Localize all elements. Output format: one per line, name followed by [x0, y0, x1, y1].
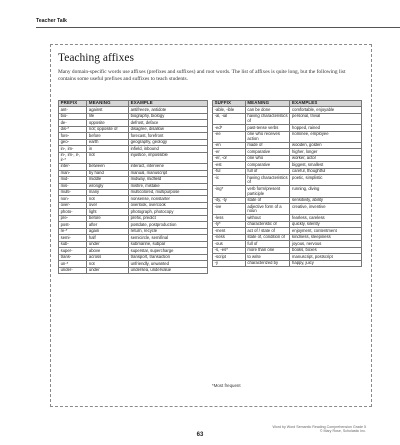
example-cell: undersea, undervalue	[129, 267, 208, 273]
examples-cell: kindness, sleepiness	[290, 234, 362, 240]
meaning-cell: many	[87, 190, 129, 196]
prefix-cell: in-, im-	[59, 146, 87, 152]
examples-cell: personal, trivial	[290, 113, 362, 124]
prefix-cell: mid-	[59, 177, 87, 183]
prefix-cell: sub-	[59, 241, 87, 247]
meaning-cell: after	[87, 222, 129, 228]
suffix-row	[213, 186, 362, 197]
meaning-cell: more than one	[245, 247, 290, 253]
suffix-cell: -ed*	[213, 125, 246, 131]
meaning-cell: earth	[87, 139, 129, 145]
example-cell: injustice, impossible	[129, 152, 208, 163]
prefix-cell: trans-	[59, 254, 87, 260]
meaning-cell: full of	[245, 241, 290, 247]
suffix-cell: -ive	[213, 204, 246, 215]
prefix-cell: non-	[59, 196, 87, 202]
suffix-cell: -s, -es*	[213, 247, 246, 253]
suffix-cell: -er, -or	[213, 155, 246, 161]
suffix-cell: -ity, -ty	[213, 197, 246, 203]
meaning-cell: between	[87, 164, 129, 170]
example-cell: overlook, overcook	[129, 202, 208, 208]
page-number: 63	[196, 432, 204, 438]
example-cell: antifreeze, antidote	[129, 107, 208, 113]
meaning-cell: opposite	[87, 120, 129, 126]
example-cell: postdate, postproduction	[129, 222, 208, 228]
meaning-cell: state of	[245, 197, 290, 203]
suffix-cell: -ly*	[213, 221, 246, 227]
suffix-row	[213, 204, 362, 215]
example-cell: geography, geology	[129, 139, 208, 145]
prefix-row	[59, 152, 208, 163]
prefix-table	[58, 100, 208, 274]
meaning-cell: can be done	[245, 107, 290, 113]
example-cell: infield, inbound	[129, 146, 208, 152]
meaning-cell: before	[87, 133, 129, 139]
meaning-cell: characterized by	[245, 260, 290, 266]
meaning-cell: by hand	[87, 170, 129, 176]
example-cell: interact, intervene	[129, 164, 208, 170]
meaning-cell: state of, condition of	[245, 234, 290, 240]
suffix-cell: -ness	[213, 234, 246, 240]
prefix-cell: semi-	[59, 235, 87, 241]
suffix-cell: -est	[213, 162, 246, 168]
examples-cell: fearless, careless	[290, 215, 362, 221]
prefix-column-header: PREFIX	[59, 101, 87, 107]
meaning-cell: in	[87, 146, 129, 152]
meaning-cell: full of	[245, 168, 290, 174]
suffix-cell: -ous	[213, 241, 246, 247]
meaning-cell: to write	[245, 254, 290, 260]
example-cell: manual, manuscript	[129, 170, 208, 176]
meaning-column-header: MEANING	[87, 101, 129, 107]
example-cell: semicircle, semifinal	[129, 235, 208, 241]
prefix-cell: over-	[59, 202, 87, 208]
intro-paragraph: Many domain-specific words use affixes (prefixes and suffixes) and root words. The list of affixes is quite long, but the following list contains some useful prefixes and suffixes to teach students.	[58, 69, 346, 83]
examples-cell: books, boxes	[290, 247, 362, 253]
meaning-cell: not	[87, 152, 129, 163]
meaning-cell: not; opposite of	[87, 126, 129, 132]
meaning-cell: characteristic of	[245, 221, 290, 227]
examples-cell: quickly, silently	[290, 221, 362, 227]
suffix-column-header: SUFFIX	[213, 101, 246, 107]
suffix-cell: -less	[213, 215, 246, 221]
examples-cell: running, diving	[290, 186, 362, 197]
prefix-cell: under-	[59, 267, 87, 273]
meaning-cell: light	[87, 209, 129, 215]
running-header: Teacher Talk	[36, 18, 67, 24]
prefix-row	[59, 267, 208, 273]
page-title: Teaching affixes	[58, 52, 134, 64]
meaning-cell: verb form/present participle	[245, 186, 290, 197]
examples-cell: biggest, smallest	[290, 162, 362, 168]
prefix-cell: geo-	[59, 139, 87, 145]
examples-cell: poetic, simplistic	[290, 175, 362, 186]
example-cell: return, recycle	[129, 228, 208, 234]
prefix-cell: re-*	[59, 228, 87, 234]
examples-cell: worker, actor	[290, 155, 362, 161]
example-cell: nonsense, nonstarter	[129, 196, 208, 202]
meaning-cell: against	[87, 107, 129, 113]
examples-cell: sensitivity, ability	[290, 197, 362, 203]
examples-cell: manuscript, postscript	[290, 254, 362, 260]
suffix-row	[213, 260, 362, 266]
suffix-cell: -ee	[213, 131, 246, 142]
example-cell: forecast, forefront	[129, 133, 208, 139]
example-cell: defrost, deface	[129, 120, 208, 126]
prefix-cell: inter-	[59, 164, 87, 170]
meaning-column-header: MEANING	[245, 101, 290, 107]
suffix-cell: -script	[213, 254, 246, 260]
meaning-cell: middle	[87, 177, 129, 183]
example-cell: photograph, photocopy	[129, 209, 208, 215]
example-cell: transport, transaction	[129, 254, 208, 260]
examples-cell: higher, longer	[290, 149, 362, 155]
examples-cell: comfortable, enjoyable	[290, 107, 362, 113]
meaning-cell: under	[87, 241, 129, 247]
example-cell: prefix, predict	[129, 215, 208, 221]
meaning-cell: not	[87, 261, 129, 267]
suffix-cell: -ing*	[213, 186, 246, 197]
meaning-cell: wrongly	[87, 183, 129, 189]
suffix-row	[213, 175, 362, 186]
prefix-cell: ant-	[59, 107, 87, 113]
prefix-cell: bio-	[59, 113, 87, 119]
meaning-cell: without	[245, 215, 290, 221]
credit-line: Word by Word Semantic Reading Comprehension Grade 5	[272, 425, 366, 429]
example-cell: midway, midfield	[129, 177, 208, 183]
examples-cell: hopped, rained	[290, 125, 362, 131]
examples-cell: enjoyment, contentment	[290, 228, 362, 234]
meaning-cell: act of / state of	[245, 228, 290, 234]
examples-cell: careful, thoughtful	[290, 168, 362, 174]
prefix-cell: photo-	[59, 209, 87, 215]
suffix-cell: -al, -ial	[213, 113, 246, 124]
suffix-cell: -ful	[213, 168, 246, 174]
meaning-cell: made of	[245, 142, 290, 148]
example-cell: multicolored, multipurpose	[129, 190, 208, 196]
suffix-row	[213, 131, 362, 142]
examples-cell: joyous, nervous	[290, 241, 362, 247]
prefix-cell: pre-	[59, 215, 87, 221]
suffix-row	[213, 113, 362, 124]
example-cell: superstar, supercharge	[129, 248, 208, 254]
meaning-cell: over	[87, 202, 129, 208]
meaning-cell: adjective form of a noun	[245, 204, 290, 215]
suffix-cell: -able, -ible	[213, 107, 246, 113]
example-cell: submarine, subpar	[129, 241, 208, 247]
copyright-line: © Mary Rose, Scholastic Inc.	[319, 429, 366, 434]
meaning-cell: comparative	[245, 162, 290, 168]
example-cell: misfire, mistake	[129, 183, 208, 189]
prefix-cell: de-	[59, 120, 87, 126]
suffix-cell: -y	[213, 260, 246, 266]
prefix-cell: dis-*	[59, 126, 87, 132]
examples-cell: wooden, golden	[290, 142, 362, 148]
meaning-cell: before	[87, 215, 129, 221]
examples-cell: creative, inventive	[290, 204, 362, 215]
meaning-cell: again	[87, 228, 129, 234]
meaning-cell: past-tense verbs	[245, 125, 290, 131]
suffix-table	[212, 100, 362, 267]
meaning-cell: not	[87, 196, 129, 202]
example-cell: biography, biology	[129, 113, 208, 119]
meaning-cell: half	[87, 235, 129, 241]
prefix-cell: man-	[59, 170, 87, 176]
meaning-cell: under	[87, 267, 129, 273]
meaning-cell: life	[87, 113, 129, 119]
prefix-cell: super-	[59, 248, 87, 254]
example-cell: disagree, disallow	[129, 126, 208, 132]
meaning-cell: one who	[245, 155, 290, 161]
suffix-cell: -ment	[213, 228, 246, 234]
prefix-cell: mis-	[59, 183, 87, 189]
examples-cell: nominee, employee	[290, 131, 362, 142]
prefix-cell: post-	[59, 222, 87, 228]
suffix-cell: -er	[213, 149, 246, 155]
examples-cell: happy, juicy	[290, 260, 362, 266]
meaning-cell: having characteristics of	[245, 175, 290, 186]
example-column-header: EXAMPLE	[129, 101, 208, 107]
suffix-cell: -en	[213, 142, 246, 148]
header-divider	[36, 27, 400, 28]
frequency-footnote: *Most frequent	[212, 383, 241, 388]
example-cell: unfriendly, unwanted	[129, 261, 208, 267]
meaning-cell: above	[87, 248, 129, 254]
prefix-cell: in-, im-, il-, ir-*	[59, 152, 87, 163]
meaning-cell: across	[87, 254, 129, 260]
prefix-cell: un-*	[59, 261, 87, 267]
prefix-cell: multi-	[59, 190, 87, 196]
prefix-cell: fore-	[59, 133, 87, 139]
meaning-cell: comparative	[245, 149, 290, 155]
suffix-cell: -ic	[213, 175, 246, 186]
examples-column-header: EXAMPLES	[290, 101, 362, 107]
meaning-cell: having characteristics of	[245, 113, 290, 124]
meaning-cell: one who receives action	[245, 131, 290, 142]
